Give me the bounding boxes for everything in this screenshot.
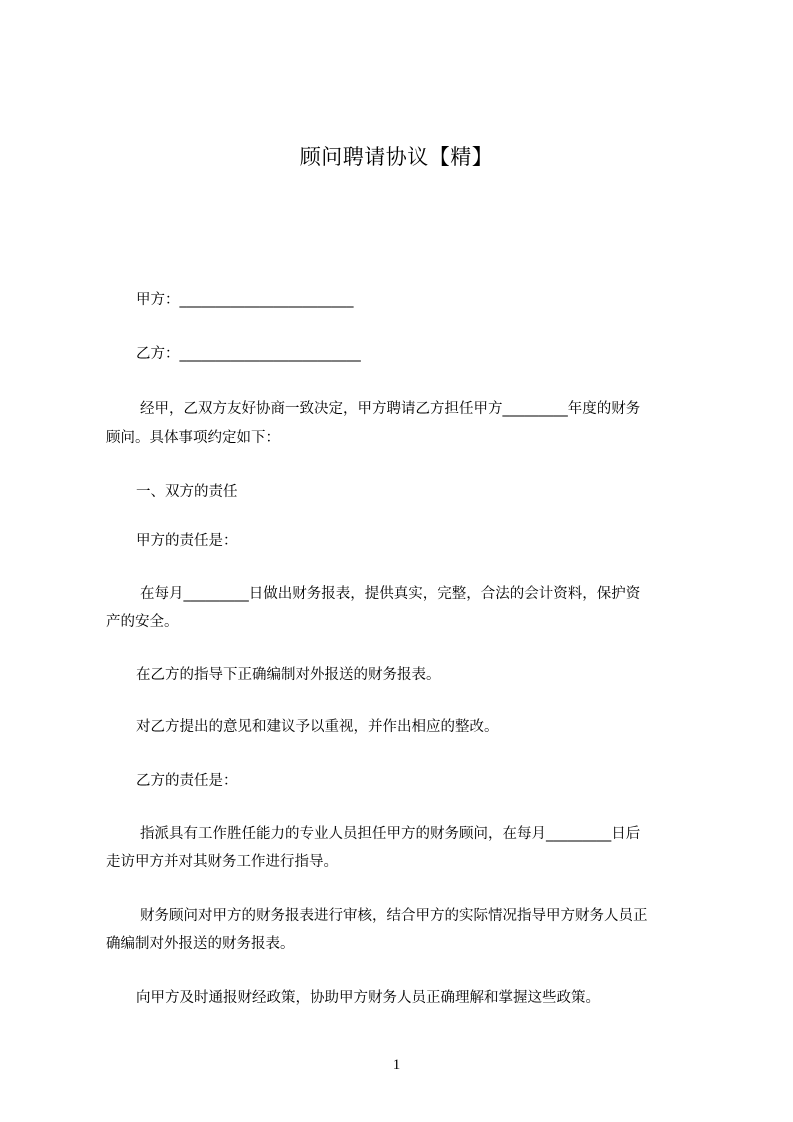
party-a-responsibility-1-line-1: 在每月_________日做出财务报表，提供真实，完整，合法的会计资料，保护资 [140,586,641,602]
page-number: 1 [392,1057,401,1073]
party-a-responsibility-3: 对乙方提出的意见和建议予以重视，并作出相应的整改。 [136,719,499,735]
party-a-line: 甲方：________________________ [136,292,354,308]
party-a-responsibility-1-line-2: 产的安全。 [106,614,179,630]
party-b-responsibility-2-line-1: 财务顾问对甲方的财务报表进行审核，结合甲方的实际情况指导甲方财务人员正 [140,908,648,924]
section-heading: 一、双方的责任 [136,484,238,500]
party-b-line: 乙方：_________________________ [136,346,361,362]
intro-paragraph-line-2: 顾问。具体事项约定如下： [106,430,280,446]
party-b-responsibility-1-line-1: 指派具有工作胜任能力的专业人员担任甲方的财务顾问，在每月_________日后 [140,826,641,842]
party-b-responsibility-heading: 乙方的责任是： [136,773,238,789]
party-a-responsibility-2: 在乙方的指导下正确编制对外报送的财务报表。 [136,667,441,683]
document-title: 顾问聘请协议【精】 [299,145,494,169]
party-b-responsibility-1-line-2: 走访甲方并对其财务工作进行指导。 [106,854,338,870]
party-a-responsibility-heading: 甲方的责任是： [136,533,238,549]
party-b-responsibility-2-line-2: 确编制对外报送的财务报表。 [106,936,295,952]
intro-paragraph-line-1: 经甲，乙双方友好协商一致决定，甲方聘请乙方担任甲方_________年度的财务 [140,401,641,417]
party-b-responsibility-3: 向甲方及时通报财经政策，协助甲方财务人员正确理解和掌握这些政策。 [136,990,600,1006]
